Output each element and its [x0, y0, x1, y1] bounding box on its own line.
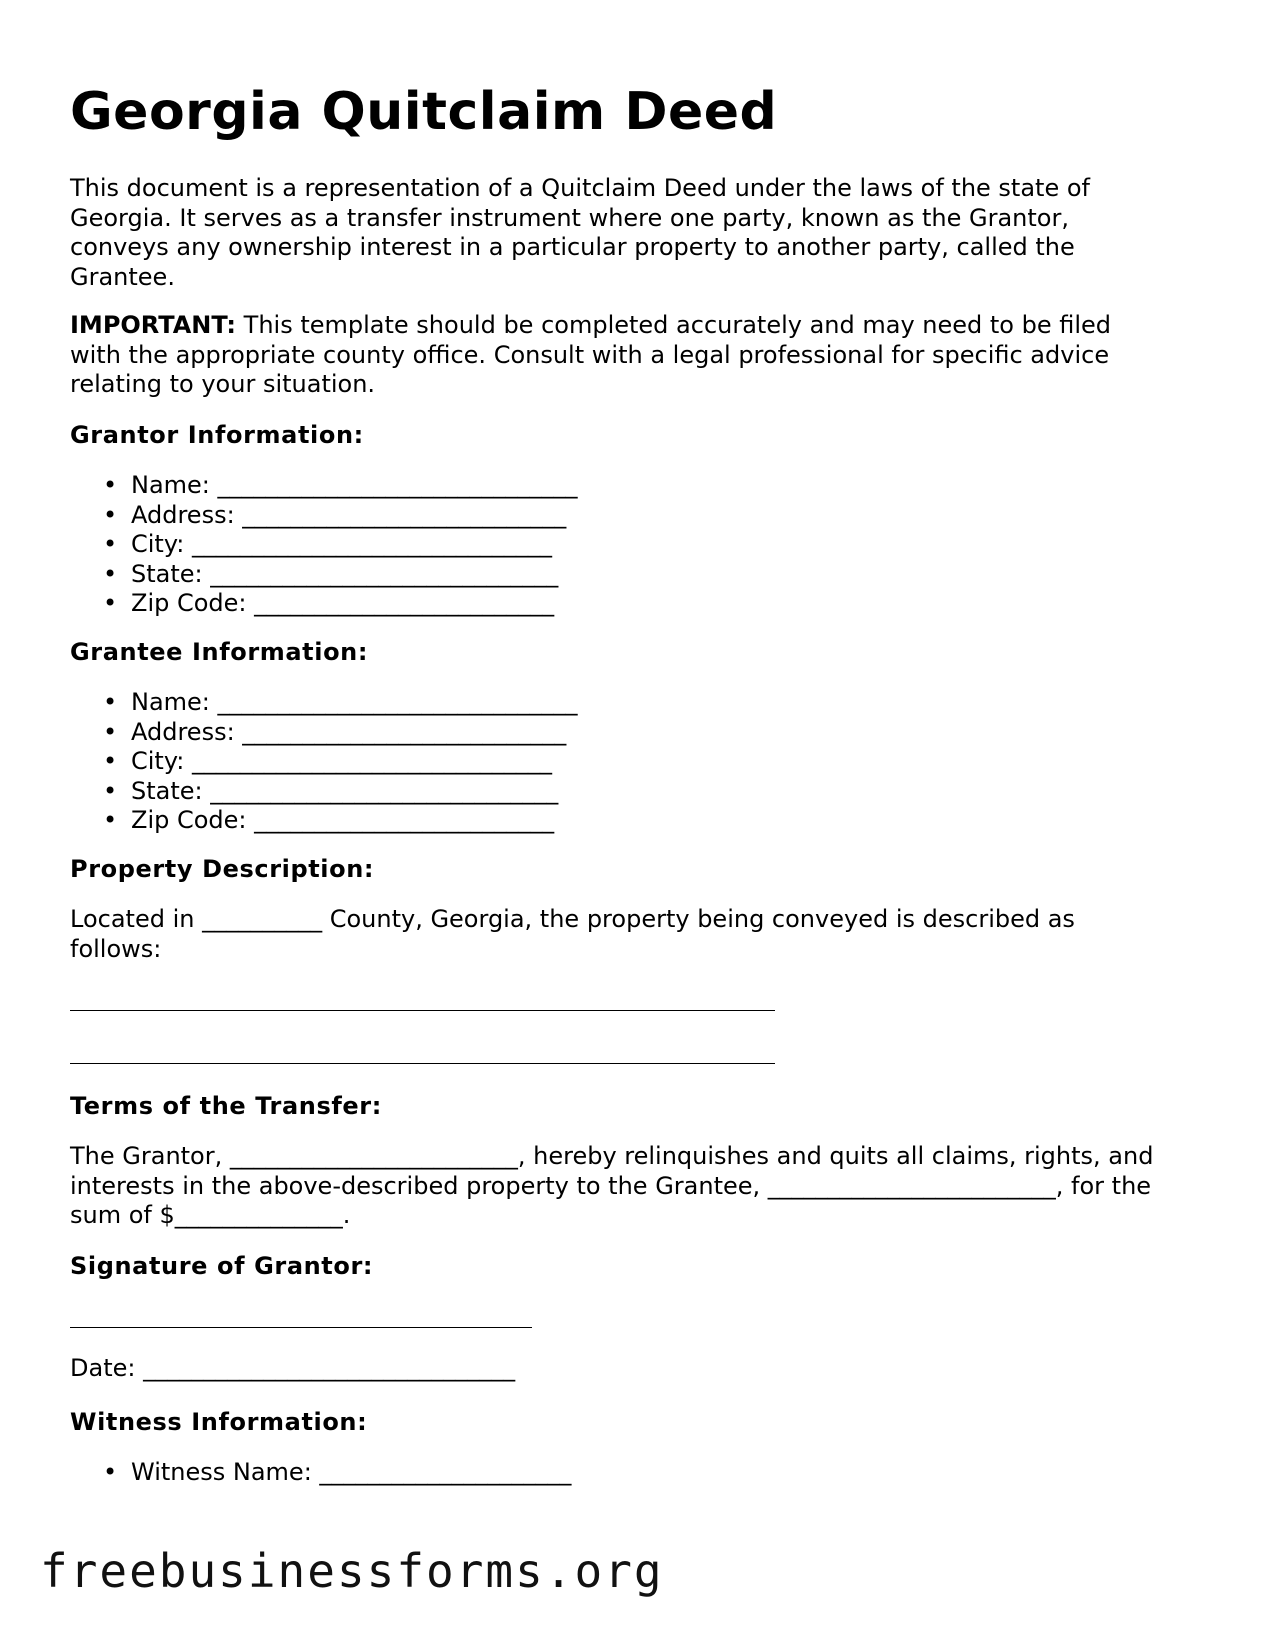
witness-name-field: • Witness Name: _____________________ — [131, 1458, 571, 1488]
important-notice — [70, 311, 1120, 400]
property-description-heading: Property Description: — [70, 855, 375, 883]
terms-text: The Grantor, ________________________, hereby relinquishes and quits all claims, rights, and interests in the above-described property to the Grantee, ________________________, for the sum of $______________. — [70, 1142, 1154, 1229]
witness-info-heading: Witness Information: — [70, 1408, 368, 1436]
signature-date-field: Date: _______________________________ — [70, 1354, 516, 1382]
grantee-info-heading: Grantee Information: — [70, 638, 369, 666]
signature-line — [70, 1327, 532, 1328]
grantee-zip-field: • Zip Code: _________________________ — [131, 806, 578, 836]
watermark: freebusinessforms.org — [40, 1544, 664, 1598]
grantee-city-field: • City: ______________________________ — [131, 747, 578, 777]
property-location-text: Located in __________ County, Georgia, the property being conveyed is described as follows: — [70, 905, 1075, 963]
signature-heading: Signature of Grantor: — [70, 1252, 374, 1280]
grantee-info-list — [70, 688, 578, 836]
grantor-address-field: • Address: ___________________________ — [131, 501, 578, 531]
intro-paragraph: This document is a representation of a Quitclaim Deed under the laws of the state of Georgia. It serves as a transfer instrument where one party, known as the Grantor, conveys any ownership interest in a particular property to another party, called the Grantee. — [70, 174, 1090, 291]
important-text: This template should be completed accurately and may need to be filed with the appropriate county office. Consult with a legal professional for specific advice relating to your situation. — [70, 311, 1112, 398]
grantee-address-field: • Address: ___________________________ — [131, 718, 578, 748]
grantor-name-field: • Name: ______________________________ — [131, 471, 578, 501]
grantor-city-field: • City: ______________________________ — [131, 530, 578, 560]
property-description-line — [70, 1063, 775, 1064]
grantor-info-list — [70, 471, 578, 619]
property-description-line — [70, 1010, 775, 1011]
terms-heading: Terms of the Transfer: — [70, 1092, 382, 1120]
grantee-name-field: • Name: ______________________________ — [131, 688, 578, 718]
document-title: Georgia Quitclaim Deed — [70, 82, 778, 142]
grantor-info-heading: Grantor Information: — [70, 421, 364, 449]
grantor-zip-field: • Zip Code: _________________________ — [131, 589, 578, 619]
important-label: IMPORTANT: — [70, 311, 237, 339]
grantee-state-field: • State: _____________________________ — [131, 777, 578, 807]
grantor-state-field: • State: _____________________________ — [131, 560, 578, 590]
witness-info-list — [70, 1458, 571, 1488]
